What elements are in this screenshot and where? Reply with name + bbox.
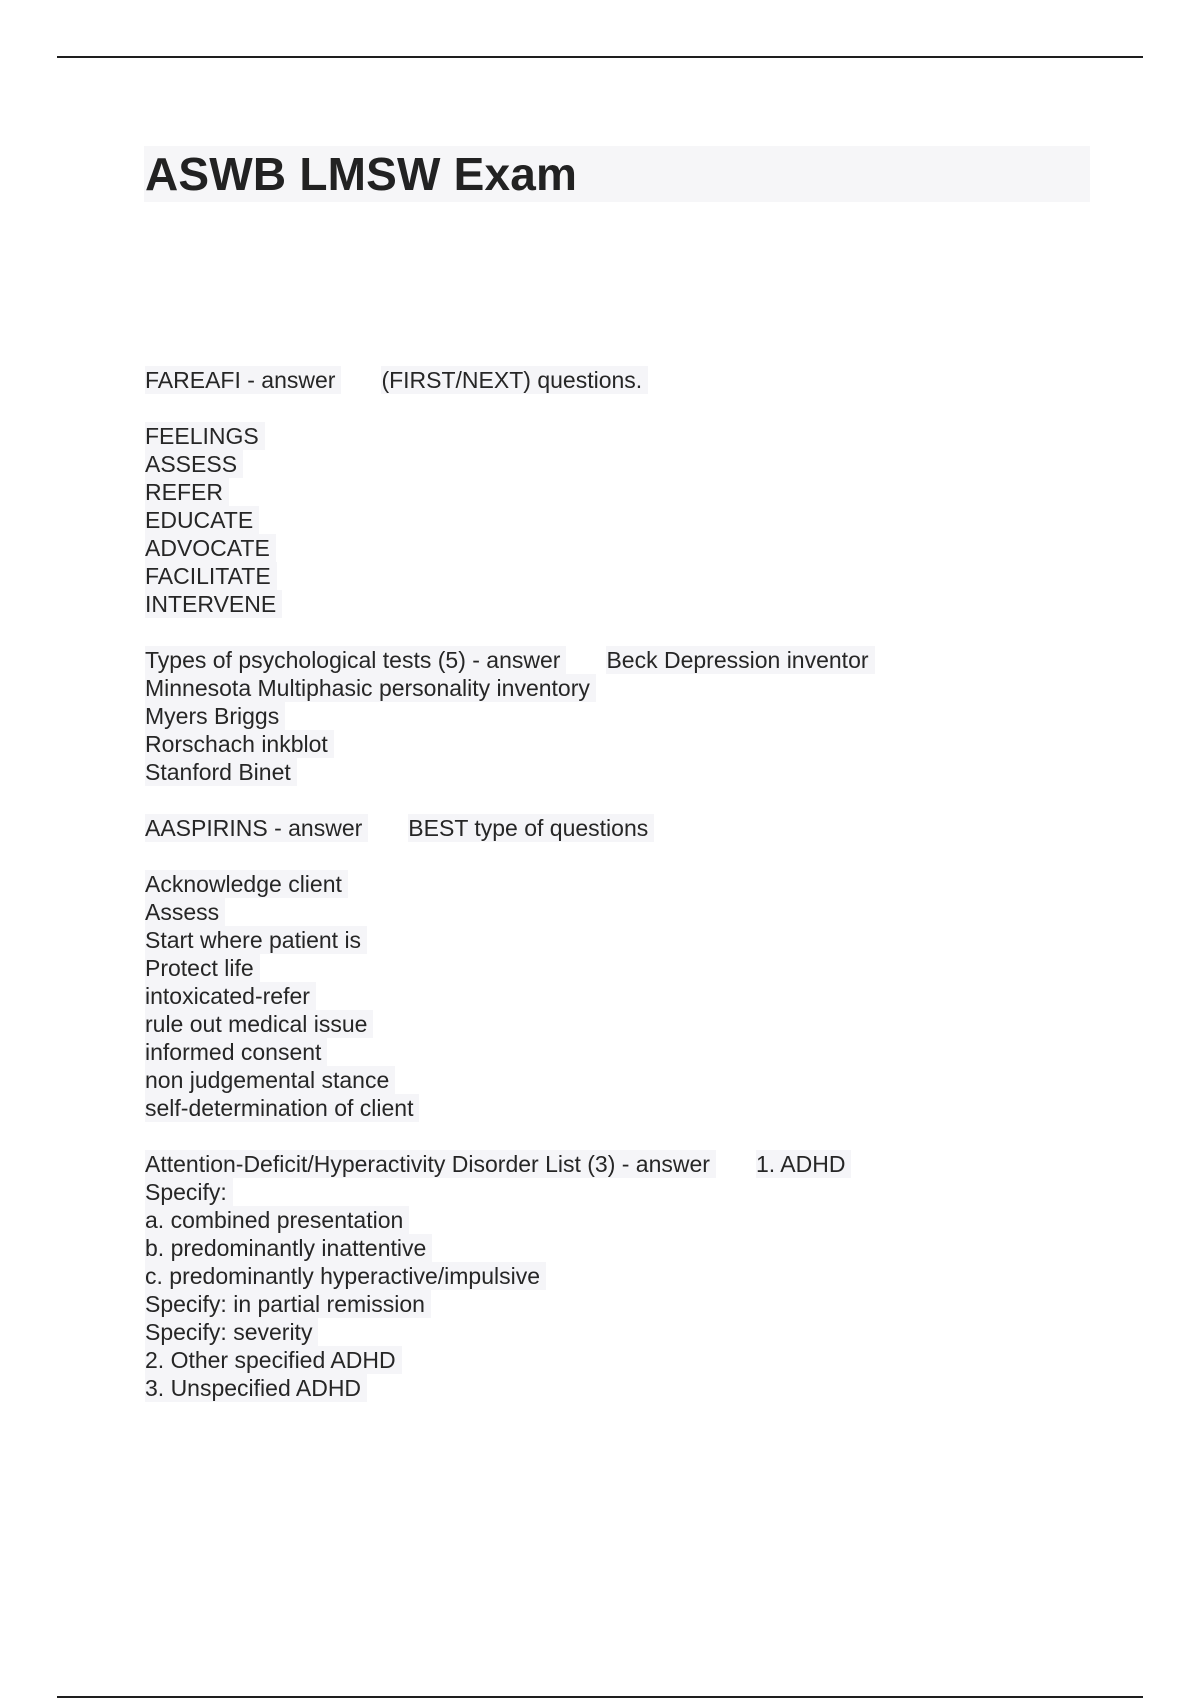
flashcard: [145, 1150, 1105, 1402]
answer-line: c. predominantly hyperactive/impulsive: [145, 1262, 1105, 1290]
answer-line: Specify: severity: [145, 1318, 1105, 1346]
flashcard-answer-first-line: BEST type of questions: [408, 814, 654, 842]
flashcard: [145, 366, 1105, 618]
answer-line: Start where patient is: [145, 926, 1105, 954]
answer-line: FACILITATE: [145, 562, 1105, 590]
flashcard-term: FAREAFI - answer: [145, 366, 341, 394]
flashcard-header: [145, 646, 1105, 674]
top-rule: [57, 56, 1143, 58]
answer-line: rule out medical issue: [145, 1010, 1105, 1038]
blank-line: [145, 394, 1105, 422]
answer-line: REFER: [145, 478, 1105, 506]
answer-line: 2. Other specified ADHD: [145, 1346, 1105, 1374]
answer-line: intoxicated-refer: [145, 982, 1105, 1010]
answer-line: Acknowledge client: [145, 870, 1105, 898]
flashcard-answer-first-line: Beck Depression inventor: [606, 646, 874, 674]
answer-line: FEELINGS: [145, 422, 1105, 450]
flashcard-header: [145, 1150, 1105, 1178]
answer-line: ADVOCATE: [145, 534, 1105, 562]
document-title: ASWB LMSW Exam: [145, 148, 578, 200]
answer-line: EDUCATE: [145, 506, 1105, 534]
answer-line: non judgemental stance: [145, 1066, 1105, 1094]
bottom-rule: [57, 1696, 1143, 1698]
flashcard-term: Attention-Deficit/Hyperactivity Disorder List (3) - answer: [145, 1150, 716, 1178]
flashcard-term: Types of psychological tests (5) - answer: [145, 646, 566, 674]
answer-line: INTERVENE: [145, 590, 1105, 618]
answer-line: Specify: in partial remission: [145, 1290, 1105, 1318]
answer-line: self-determination of client: [145, 1094, 1105, 1122]
answer-line: Myers Briggs: [145, 702, 1105, 730]
flashcard-answer-first-line: (FIRST/NEXT) questions.: [381, 366, 648, 394]
flashcard-header: [145, 814, 1105, 842]
answer-line: 3. Unspecified ADHD: [145, 1374, 1105, 1402]
answer-line: Specify:: [145, 1178, 1105, 1206]
answer-line: Minnesota Multiphasic personality inventory: [145, 674, 1105, 702]
answer-line: b. predominantly inattentive: [145, 1234, 1105, 1262]
answer-line: Assess: [145, 898, 1105, 926]
answer-line: ASSESS: [145, 450, 1105, 478]
answer-line: Rorschach inkblot: [145, 730, 1105, 758]
answer-line: a. combined presentation: [145, 1206, 1105, 1234]
flashcard-answer-first-line: 1. ADHD: [756, 1150, 851, 1178]
answer-line: Stanford Binet: [145, 758, 1105, 786]
flashcard-header: [145, 366, 1105, 394]
flashcard-list: [145, 366, 1105, 1430]
flashcard: [145, 646, 1105, 786]
blank-line: [145, 842, 1105, 870]
flashcard: [145, 814, 1105, 1122]
flashcard-term: AASPIRINS - answer: [145, 814, 368, 842]
answer-line: informed consent: [145, 1038, 1105, 1066]
answer-line: Protect life: [145, 954, 1105, 982]
